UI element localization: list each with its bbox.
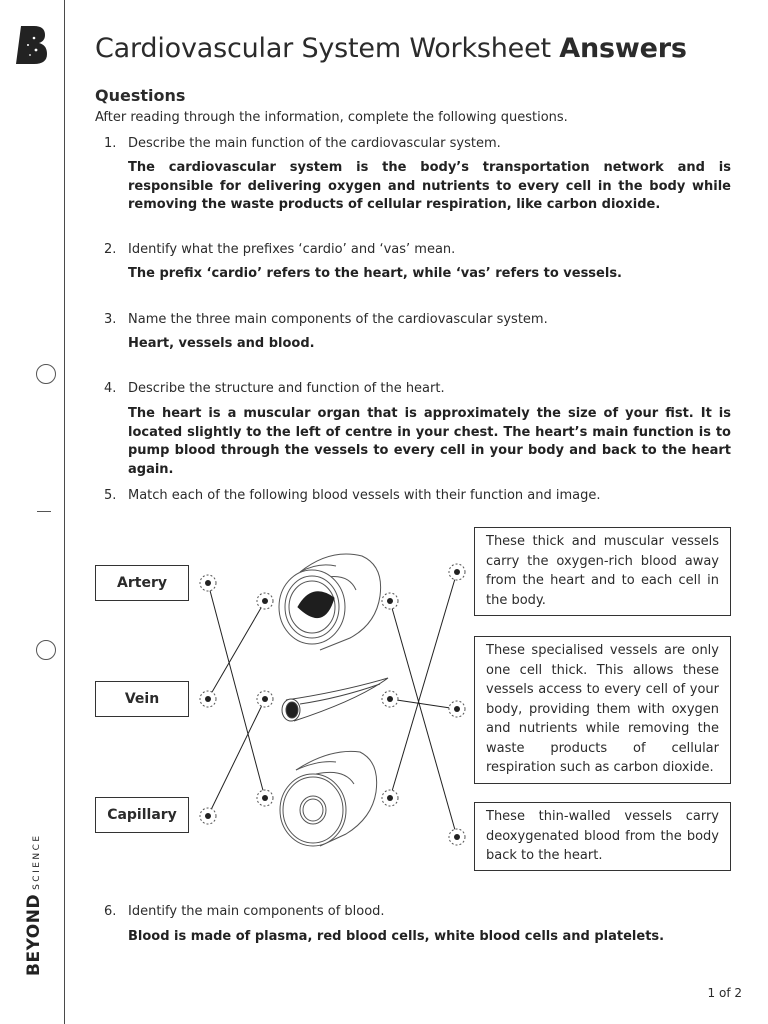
dot-description-2 — [449, 701, 465, 717]
title-text: Cardiovascular System Worksheet — [95, 33, 551, 64]
section-heading: Questions — [95, 86, 186, 105]
description-artery: These thick and muscular vessels carry the oxygen-rich blood away from the heart and to each cell in the body. — [474, 527, 731, 616]
question-number: 2. — [104, 242, 117, 257]
title-emphasis: Answers — [559, 33, 687, 64]
dot-artery-term — [200, 575, 216, 591]
term-capillary: Capillary — [95, 797, 189, 833]
question-text: Match each of the following blood vessels with their function and image. — [128, 488, 601, 503]
answer-4: The heart is a muscular organ that is approximately the size of your fist. It is located slightly to the left of centre in your chest. The heart’s main function is to pump blood through the vessels to every cell in your body and back to the heart again. — [128, 406, 731, 477]
dot-capillary-term — [200, 808, 216, 824]
description-capillary: These specialised vessels are only one cell thick. This allows these vessels access to every cell of your body, providing them with oxygen and nutrients while removing the waste products of cellular respiration such as carbon dioxide. — [474, 636, 731, 784]
question-number: 6. — [104, 904, 117, 919]
dot-image-left-3 — [257, 790, 273, 806]
dot-image-right-3 — [382, 790, 398, 806]
answer-3: Heart, vessels and blood. — [128, 336, 315, 351]
section-intro: After reading through the information, complete the following questions. — [95, 110, 568, 125]
vein-illustration — [280, 751, 377, 846]
question-number: 5. — [104, 488, 117, 503]
dot-image-right-2 — [382, 691, 398, 707]
term-artery: Artery — [95, 565, 189, 601]
term-vein: Vein — [95, 681, 189, 717]
brand-sub: SCIENCE — [32, 833, 42, 890]
question-text: Name the three main components of the cardiovascular system. — [128, 312, 548, 327]
dot-description-3 — [449, 829, 465, 845]
answer-6: Blood is made of plasma, red blood cells, white blood cells and platelets. — [128, 929, 665, 944]
capillary-illustration — [282, 678, 388, 721]
question-number: 3. — [104, 312, 117, 327]
description-vein: These thin-walled vessels carry deoxygenated blood from the body back to the heart. — [474, 802, 731, 871]
answer-1: The cardiovascular system is the body’s transportation network and is responsible for delivering oxygen and nutrients to every cell in the body while removing the waste products of cellular respiration, like carbon dioxide. — [128, 160, 731, 212]
question-number: 1. — [104, 136, 117, 151]
dot-image-left-2 — [257, 691, 273, 707]
question-number: 4. — [104, 381, 117, 396]
dot-vein-term — [200, 691, 216, 707]
question-text: Describe the structure and function of the heart. — [128, 381, 445, 396]
question-text: Describe the main function of the cardiovascular system. — [128, 136, 501, 151]
question-text: Identify what the prefixes ‘cardio’ and ‘vas’ mean. — [128, 242, 456, 257]
dot-description-1 — [449, 564, 465, 580]
brand-main: BEYOND — [24, 893, 44, 976]
artery-illustration — [279, 554, 381, 650]
question-text: Identify the main components of blood. — [128, 904, 385, 919]
page-number: 1 of 2 — [707, 986, 742, 1000]
dot-image-left-1 — [257, 593, 273, 609]
answer-2: The prefix ‘cardio’ refers to the heart, while ‘vas’ refers to vessels. — [128, 266, 622, 281]
dot-image-right-1 — [382, 593, 398, 609]
